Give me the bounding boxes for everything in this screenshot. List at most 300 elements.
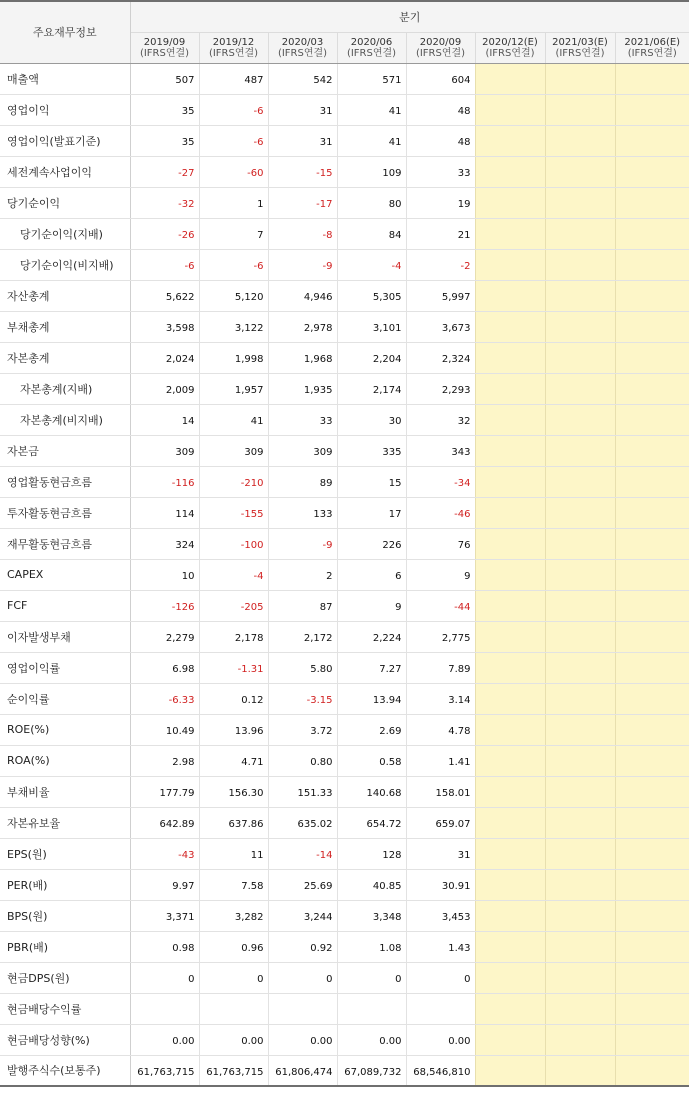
value-cell: 3,244 [268, 900, 337, 931]
value-cell: 25.69 [268, 869, 337, 900]
estimate-cell [475, 280, 545, 311]
estimate-cell [615, 125, 689, 156]
estimate-cell [475, 218, 545, 249]
table-row [0, 249, 689, 280]
estimate-cell [545, 993, 615, 1024]
period-basis: (IFRS연결) [346, 47, 397, 59]
value-cell: 133 [268, 497, 337, 528]
estimate-cell [615, 1055, 689, 1086]
estimate-cell [545, 869, 615, 900]
estimate-cell [475, 745, 545, 776]
value-cell: -4 [337, 249, 406, 280]
value-cell: 109 [337, 156, 406, 187]
estimate-cell [615, 404, 689, 435]
value-cell: 4,946 [268, 280, 337, 311]
value-cell: 84 [337, 218, 406, 249]
value-cell: -26 [130, 218, 199, 249]
value-cell: 31 [268, 94, 337, 125]
table-row [0, 218, 689, 249]
value-cell: -6 [199, 125, 268, 156]
row-label: 현금DPS(원) [0, 962, 130, 993]
row-label: 당기순이익(지배) [0, 218, 130, 249]
estimate-cell [615, 652, 689, 683]
value-cell: 335 [337, 435, 406, 466]
period-date: 2019/09 [143, 36, 186, 48]
estimate-cell [475, 714, 545, 745]
value-cell: 1,998 [199, 342, 268, 373]
row-label: 영업이익률 [0, 652, 130, 683]
value-cell: -9 [268, 528, 337, 559]
value-cell: 343 [406, 435, 475, 466]
value-cell: 48 [406, 125, 475, 156]
period-date: 2021/06(E) [624, 36, 681, 48]
estimate-cell [475, 94, 545, 125]
estimate-cell [545, 745, 615, 776]
table-row [0, 869, 689, 900]
value-cell: 0.96 [199, 931, 268, 962]
value-cell: 7.58 [199, 869, 268, 900]
value-cell: 2,204 [337, 342, 406, 373]
value-cell: -14 [268, 838, 337, 869]
value-cell: 1.43 [406, 931, 475, 962]
period-basis: (IFRS연결) [208, 47, 259, 59]
value-cell: 3,282 [199, 900, 268, 931]
period-basis: (IFRS연결) [277, 47, 328, 59]
value-cell: 1.08 [337, 931, 406, 962]
value-cell: -44 [406, 590, 475, 621]
value-cell: 6.98 [130, 652, 199, 683]
estimate-cell [545, 962, 615, 993]
value-cell: 14 [130, 404, 199, 435]
value-cell: 0 [406, 962, 475, 993]
period-date: 2020/12(E) [482, 36, 538, 48]
value-cell: 10.49 [130, 714, 199, 745]
estimate-cell [545, 559, 615, 590]
value-cell: 0.00 [130, 1024, 199, 1055]
value-cell: 151.33 [268, 776, 337, 807]
estimate-cell [545, 838, 615, 869]
value-cell: 0.00 [406, 1024, 475, 1055]
value-cell: -60 [199, 156, 268, 187]
period-header [268, 32, 337, 63]
value-cell: 48 [406, 94, 475, 125]
value-cell: 41 [337, 94, 406, 125]
estimate-cell [475, 156, 545, 187]
period-basis: (IFRS연결) [139, 47, 190, 59]
value-cell: 309 [130, 435, 199, 466]
value-cell: 642.89 [130, 807, 199, 838]
value-cell: 5,622 [130, 280, 199, 311]
value-cell: 3.14 [406, 683, 475, 714]
value-cell: 61,763,715 [199, 1055, 268, 1086]
value-cell: 1 [199, 187, 268, 218]
value-cell: 487 [199, 63, 268, 94]
row-label: 순이익률 [0, 683, 130, 714]
estimate-cell [545, 466, 615, 497]
value-cell: -126 [130, 590, 199, 621]
estimate-cell [545, 900, 615, 931]
value-cell: 0 [130, 962, 199, 993]
value-cell: 604 [406, 63, 475, 94]
value-cell: 35 [130, 94, 199, 125]
value-cell: 2,009 [130, 373, 199, 404]
estimate-cell [475, 1024, 545, 1055]
value-cell: 87 [268, 590, 337, 621]
estimate-cell [545, 94, 615, 125]
value-cell: 11 [199, 838, 268, 869]
period-date: 2020/09 [419, 36, 462, 48]
value-cell: 7.89 [406, 652, 475, 683]
value-cell: -1.31 [199, 652, 268, 683]
estimate-cell [475, 559, 545, 590]
estimate-cell [615, 962, 689, 993]
value-cell: 41 [199, 404, 268, 435]
value-cell: -9 [268, 249, 337, 280]
value-cell: 1,957 [199, 373, 268, 404]
estimate-cell [475, 776, 545, 807]
value-cell: -27 [130, 156, 199, 187]
row-label: 재무활동현금흐름 [0, 528, 130, 559]
value-cell: -205 [199, 590, 268, 621]
value-cell: 5,305 [337, 280, 406, 311]
period-basis: (IFRS연결) [627, 47, 677, 59]
value-cell: 2,224 [337, 621, 406, 652]
value-cell: 2,172 [268, 621, 337, 652]
table-row [0, 497, 689, 528]
estimate-cell [545, 652, 615, 683]
estimate-cell [475, 125, 545, 156]
estimate-cell [545, 218, 615, 249]
value-cell: 1.41 [406, 745, 475, 776]
value-cell: 4.78 [406, 714, 475, 745]
value-cell: 31 [268, 125, 337, 156]
row-label: CAPEX [0, 559, 130, 590]
estimate-cell [615, 683, 689, 714]
row-label: BPS(원) [0, 900, 130, 931]
estimate-cell [615, 1024, 689, 1055]
value-cell: 31 [406, 838, 475, 869]
row-label: 세전계속사업이익 [0, 156, 130, 187]
value-cell: 0.00 [268, 1024, 337, 1055]
value-cell: 21 [406, 218, 475, 249]
value-cell: 637.86 [199, 807, 268, 838]
value-cell: 2 [268, 559, 337, 590]
estimate-cell [475, 404, 545, 435]
estimate-cell [475, 528, 545, 559]
value-cell: 0.58 [337, 745, 406, 776]
table-row [0, 187, 689, 218]
estimate-cell [475, 900, 545, 931]
value-cell [337, 993, 406, 1024]
value-cell: 2,775 [406, 621, 475, 652]
estimate-cell [615, 218, 689, 249]
row-label: FCF [0, 590, 130, 621]
estimate-cell [615, 807, 689, 838]
estimate-cell [615, 559, 689, 590]
value-cell: 67,089,732 [337, 1055, 406, 1086]
estimate-cell [545, 280, 615, 311]
table-row [0, 125, 689, 156]
estimate-cell [545, 156, 615, 187]
table-row [0, 311, 689, 342]
value-cell: 2,279 [130, 621, 199, 652]
value-cell: 6 [337, 559, 406, 590]
value-cell: 140.68 [337, 776, 406, 807]
table-row [0, 931, 689, 962]
value-cell: 158.01 [406, 776, 475, 807]
estimate-cell [615, 838, 689, 869]
row-label: 현금배당수익률 [0, 993, 130, 1024]
value-cell: 0.80 [268, 745, 337, 776]
value-cell: -8 [268, 218, 337, 249]
value-cell: 3,453 [406, 900, 475, 931]
value-cell: 33 [406, 156, 475, 187]
row-label: 영업이익(발표기준) [0, 125, 130, 156]
value-cell: 2,324 [406, 342, 475, 373]
estimate-cell [545, 807, 615, 838]
estimate-cell [545, 63, 615, 94]
row-label: 자산총계 [0, 280, 130, 311]
value-cell: 0.98 [130, 931, 199, 962]
table-row [0, 590, 689, 621]
row-header-title: 주요재무정보 [0, 1, 130, 63]
value-cell: -155 [199, 497, 268, 528]
value-cell: -2 [406, 249, 475, 280]
estimate-cell [545, 249, 615, 280]
value-cell: 2,178 [199, 621, 268, 652]
period-header [545, 32, 615, 63]
value-cell: 128 [337, 838, 406, 869]
row-label: ROE(%) [0, 714, 130, 745]
period-basis: (IFRS연결) [555, 47, 605, 59]
table-row [0, 900, 689, 931]
row-label: 부채비율 [0, 776, 130, 807]
value-cell: -6 [130, 249, 199, 280]
value-cell: 0 [199, 962, 268, 993]
table-row [0, 962, 689, 993]
estimate-cell [615, 590, 689, 621]
estimate-cell [475, 869, 545, 900]
estimate-cell [615, 94, 689, 125]
estimate-cell [475, 838, 545, 869]
value-cell: 0.00 [199, 1024, 268, 1055]
value-cell: 13.94 [337, 683, 406, 714]
table-row [0, 1024, 689, 1055]
value-cell: 114 [130, 497, 199, 528]
estimate-cell [475, 993, 545, 1024]
value-cell: 2,024 [130, 342, 199, 373]
value-cell: -3.15 [268, 683, 337, 714]
estimate-cell [615, 931, 689, 962]
row-label: 자본유보율 [0, 807, 130, 838]
table-row [0, 404, 689, 435]
estimate-cell [615, 869, 689, 900]
value-cell [406, 993, 475, 1024]
estimate-cell [475, 652, 545, 683]
value-cell: 0 [268, 962, 337, 993]
value-cell: 33 [268, 404, 337, 435]
value-cell: -6 [199, 249, 268, 280]
table-row [0, 683, 689, 714]
estimate-cell [615, 497, 689, 528]
value-cell: 635.02 [268, 807, 337, 838]
value-cell [130, 993, 199, 1024]
row-label: 자본금 [0, 435, 130, 466]
value-cell: 542 [268, 63, 337, 94]
value-cell: -6.33 [130, 683, 199, 714]
estimate-cell [545, 497, 615, 528]
value-cell: 0.92 [268, 931, 337, 962]
value-cell: 226 [337, 528, 406, 559]
table-row [0, 993, 689, 1024]
value-cell: -4 [199, 559, 268, 590]
value-cell: 1,968 [268, 342, 337, 373]
value-cell: -43 [130, 838, 199, 869]
estimate-cell [475, 683, 545, 714]
value-cell: 7.27 [337, 652, 406, 683]
row-label: 투자활동현금흐름 [0, 497, 130, 528]
row-label: 자본총계(지배) [0, 373, 130, 404]
period-basis: (IFRS연결) [485, 47, 535, 59]
period-date: 2020/06 [350, 36, 393, 48]
value-cell: 3,101 [337, 311, 406, 342]
estimate-cell [475, 466, 545, 497]
value-cell: 3,371 [130, 900, 199, 931]
value-cell: -46 [406, 497, 475, 528]
value-cell: 324 [130, 528, 199, 559]
estimate-cell [475, 435, 545, 466]
estimate-cell [615, 311, 689, 342]
estimate-cell [545, 1055, 615, 1086]
value-cell: -6 [199, 94, 268, 125]
table-row [0, 342, 689, 373]
value-cell: 10 [130, 559, 199, 590]
value-cell: 30.91 [406, 869, 475, 900]
row-label: 당기순이익(비지배) [0, 249, 130, 280]
estimate-cell [475, 1055, 545, 1086]
estimate-cell [615, 280, 689, 311]
table-row [0, 559, 689, 590]
value-cell: 30 [337, 404, 406, 435]
row-label: 발행주식수(보통주) [0, 1055, 130, 1086]
period-date: 2021/03(E) [552, 36, 608, 48]
estimate-cell [545, 435, 615, 466]
period-header [475, 32, 545, 63]
estimate-cell [475, 807, 545, 838]
value-cell: 17 [337, 497, 406, 528]
value-cell: 41 [337, 125, 406, 156]
estimate-cell [615, 342, 689, 373]
estimate-cell [615, 63, 689, 94]
estimate-cell [545, 311, 615, 342]
value-cell: -17 [268, 187, 337, 218]
value-cell: 309 [268, 435, 337, 466]
estimate-cell [615, 373, 689, 404]
estimate-cell [545, 776, 615, 807]
table-row [0, 1055, 689, 1086]
estimate-cell [475, 497, 545, 528]
value-cell: 15 [337, 466, 406, 497]
value-cell: 76 [406, 528, 475, 559]
row-label: 현금배당성향(%) [0, 1024, 130, 1055]
estimate-cell [545, 931, 615, 962]
row-label: 부채총계 [0, 311, 130, 342]
table-row [0, 652, 689, 683]
estimate-cell [475, 931, 545, 962]
value-cell: 1,935 [268, 373, 337, 404]
estimate-cell [545, 714, 615, 745]
value-cell: 2,978 [268, 311, 337, 342]
row-label: EPS(원) [0, 838, 130, 869]
value-cell: 2.98 [130, 745, 199, 776]
period-header [337, 32, 406, 63]
value-cell: -32 [130, 187, 199, 218]
table-row [0, 94, 689, 125]
value-cell: 0.12 [199, 683, 268, 714]
period-date: 2020/03 [281, 36, 324, 48]
value-cell: 3,673 [406, 311, 475, 342]
table-row [0, 280, 689, 311]
period-header [130, 32, 199, 63]
estimate-cell [475, 342, 545, 373]
estimate-cell [545, 187, 615, 218]
value-cell: 13.96 [199, 714, 268, 745]
value-cell: -15 [268, 156, 337, 187]
period-group-title: 분기 [130, 1, 689, 32]
value-cell [199, 993, 268, 1024]
row-label: PER(배) [0, 869, 130, 900]
value-cell: 2,174 [337, 373, 406, 404]
value-cell: 80 [337, 187, 406, 218]
value-cell: 19 [406, 187, 475, 218]
value-cell: 9 [337, 590, 406, 621]
estimate-cell [475, 187, 545, 218]
table-row [0, 373, 689, 404]
estimate-cell [545, 373, 615, 404]
value-cell: 177.79 [130, 776, 199, 807]
value-cell: 7 [199, 218, 268, 249]
estimate-cell [615, 900, 689, 931]
value-cell: 68,546,810 [406, 1055, 475, 1086]
value-cell: -34 [406, 466, 475, 497]
estimate-cell [615, 435, 689, 466]
value-cell: 507 [130, 63, 199, 94]
value-cell: 2,293 [406, 373, 475, 404]
row-label: 자본총계(비지배) [0, 404, 130, 435]
value-cell: 9.97 [130, 869, 199, 900]
value-cell: 5.80 [268, 652, 337, 683]
estimate-cell [615, 745, 689, 776]
estimate-cell [545, 590, 615, 621]
table-row [0, 807, 689, 838]
table-row [0, 435, 689, 466]
value-cell: 3,598 [130, 311, 199, 342]
row-label: 영업이익 [0, 94, 130, 125]
period-header [199, 32, 268, 63]
estimate-cell [615, 714, 689, 745]
value-cell: 5,120 [199, 280, 268, 311]
estimate-cell [475, 373, 545, 404]
value-cell: 35 [130, 125, 199, 156]
value-cell [268, 993, 337, 1024]
estimate-cell [475, 962, 545, 993]
table-row [0, 63, 689, 94]
estimate-cell [475, 311, 545, 342]
estimate-cell [545, 621, 615, 652]
row-label: 영업활동현금흐름 [0, 466, 130, 497]
table-row [0, 156, 689, 187]
value-cell: 3,348 [337, 900, 406, 931]
